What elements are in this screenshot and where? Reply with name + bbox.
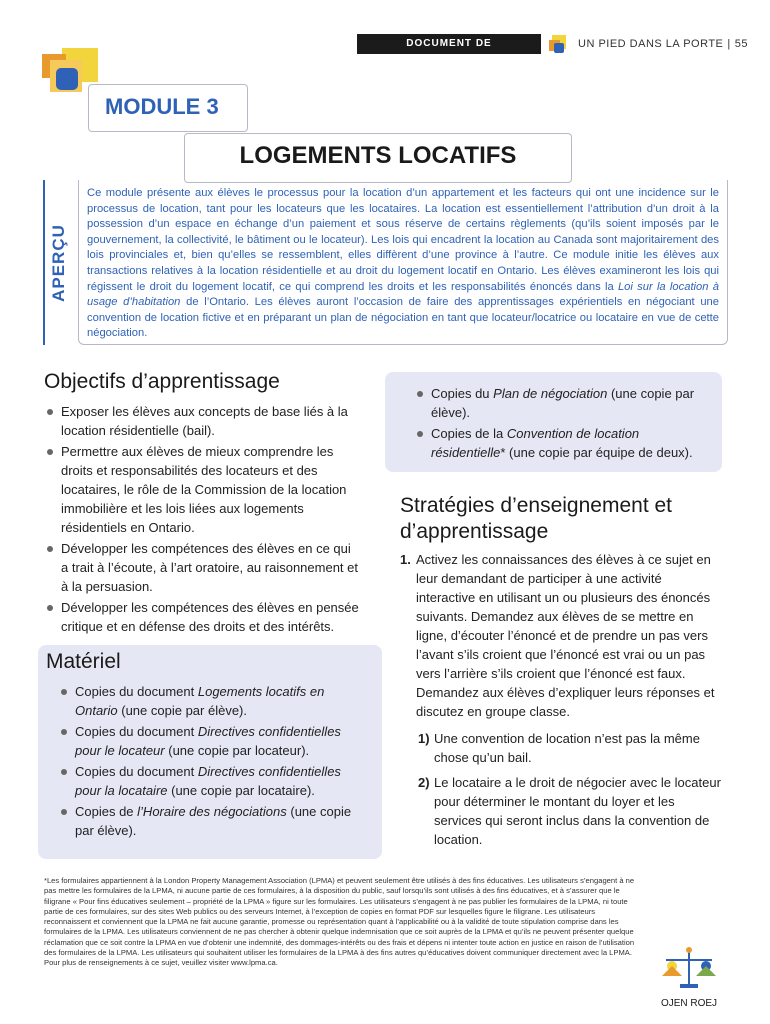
- overview-text: Ce module présente aux élèves le processus pour la location d’un appartement et les facteurs qui ont une incidence sur le processus de location, tant pour les locateurs que les locataires. La location est essentiellement l’attribution d’un droit à la possession d’un espace en échange d’un paiement et sous réserve de certains règlements (qu’ils soient imposés par le gouvernement, la collectivité, le bâtiment ou le locateur). Les lois qui encadrent la location au Canada sont majoritairement des lois provinciales et, bien qu’elles se ressemblent, elles diffèrent d’une province à l’autre. Ce module initie les élèves aux transactions relatives à la location résidentielle et au droit du logement locatif en Ontario. Les élèves examineront les lois qui régissent le droit du logement locatif, ce qui comprend les droits et les responsabilités énoncés dans la Loi sur la location à usage d’habitation de l’Ontario. Les élèves auront l’occasion de faire des apprentissages expérientiels en négociant une convention de location fictive et en préparant un plan de négociation en tant que locateur/locatrice ou locataire en vue de cette négociation.: [87, 187, 719, 340]
- module-label: MODULE 3: [105, 94, 219, 119]
- materials-heading: Matériel: [46, 650, 121, 673]
- series-title: UN PIED DANS LA PORTE: [578, 38, 724, 50]
- list-item: Développer les compétences des élèves en pensée critique et en défense des droits et des intérêts.: [44, 598, 360, 636]
- step-text: Activez les connaissances des élèves à ce sujet en leur demandant de participer à une activité interactive en utilisant un ou plusieurs des énoncés suivants. Demandez aux élèves de se mettre en ligne, d’écouter l’énoncé et de prendre un pas vers l’avant s’ils croient que l’énoncé est vrai ou un pas vers l’arrière s’ils croient que l’énoncé est faux. Demandez aux élèves d’expliquer leurs réponses et discutez en groupe classe.: [416, 552, 715, 719]
- list-item: Copies du document Directives confidentielles pour la locataire (une copie par locataire).: [58, 762, 368, 800]
- overview-label: APERÇU: [49, 223, 68, 302]
- page-title-box: [184, 133, 572, 183]
- list-item: Copies du document Logements locatifs en Ontario (une copie par élève).: [58, 682, 368, 720]
- list-item: Copies du Plan de négociation (une copie par élève).: [414, 384, 714, 422]
- overview-label-bar: [43, 180, 73, 345]
- statement-item: 2) Le locataire a le droit de négocier avec le locateur pour déterminer le montant du loyer et les services qui seront inclus dans la convention de location.: [418, 775, 721, 847]
- list-item: Copies de la Convention de location résidentielle* (une copie par équipe de deux).: [414, 424, 714, 462]
- list-item: Permettre aux élèves de mieux comprendre les droits et responsabilités des locateurs et des locataires, le rôle de la Commission de la location immobilière et les lois liées aux logements résidentiels en Ontario.: [44, 442, 360, 537]
- statement-list: [400, 729, 724, 849]
- list-item: Développer les compétences des élèves en ce qui a trait à l’écoute, à l’art oratoire, au raisonnement et à la persuasion.: [44, 539, 360, 596]
- objectives-list: [44, 402, 360, 638]
- module-logo-icon: [548, 33, 570, 55]
- objectives-heading: Objectifs d’apprentissage: [44, 370, 280, 393]
- step-number: 1.: [400, 552, 411, 567]
- ojen-logo-icon: [652, 944, 726, 1014]
- document-tag: DOCUMENT DE L’ENSEIGNANT(E): [357, 34, 541, 54]
- materials-list-continued: [414, 384, 714, 464]
- ojen-logo-text: OJEN ROEJ: [660, 998, 718, 1009]
- overview-box: [78, 180, 728, 345]
- strategies-heading: Stratégies d’enseignement et d’apprentissage: [400, 494, 673, 543]
- statement-item: 1) Une convention de location n’est pas la même chose qu’un bail.: [418, 731, 700, 765]
- page-title: LOGEMENTS LOCATIFS: [239, 142, 517, 169]
- page-header: UN PIED DANS LA PORTE | 55: [578, 38, 748, 50]
- footnote: *Les formulaires appartiennent à la London Property Management Association (LPMA) et peuvent seulement être utilisés à des fins éducatives. Les utilisateurs s’engagent à ne pas mettre les formulaires de la LPMA, ni aucune partie de ces formulaires, à la disposition du public, sauf lorsqu’ils sont utilisés à des fins éducatives, et à s’assurer que le filigrane « Pour fins éducatives seulement – propriété de la LPMA » figure sur les formulaires. Les utilisateurs s’engagent à ne pas publier les formulaires de la LPMA, ni toute partie de ces formulaires, sur des sites Web publics ou des serveurs Internet, à l’exception de copies en format PDF sur lesquelles figure le filigrane. Les utilisateurs reconnaissent et conviennent que la LPMA ne fait aucune garantie, promesse ou représentation quant à l’applicabilité ou à la validité de toute stipulation comprise dans les formulaires de la LPMA. Les utilisateurs conviennent de ne pas chercher à obtenir quelque indemnisation que ce soit auprès de la LPMA et qu’ils ne peuvent présenter quelque réclamation que ce soit contre la LPMA en vue d’obtenir une indemnité, des dommages-intérêts ou des frais et dépens ni intenter toute action en justice en raison de l’utilisation des formulaires de la LPMA. Les utilisateurs qui souhaitent utiliser les formulaires de la LPMA à des fins autres qu’éducatives doivent communiquer directement avec la LPMA. Pour plus de renseignements à ce sujet, veuillez visiter www.lpma.ca.: [44, 876, 635, 968]
- module-badge: [88, 84, 248, 132]
- materials-list: [58, 682, 368, 842]
- strategies-body: [400, 550, 724, 855]
- list-item: Copies de l’Horaire des négociations (une copie par élève).: [58, 802, 368, 840]
- step-item: [400, 550, 724, 721]
- list-item: Copies du document Directives confidentielles pour le locateur (une copie par locateur).: [58, 722, 368, 760]
- list-item: Exposer les élèves aux concepts de base liés à la location résidentielle (bail).: [44, 402, 360, 440]
- page-number: 55: [734, 38, 748, 50]
